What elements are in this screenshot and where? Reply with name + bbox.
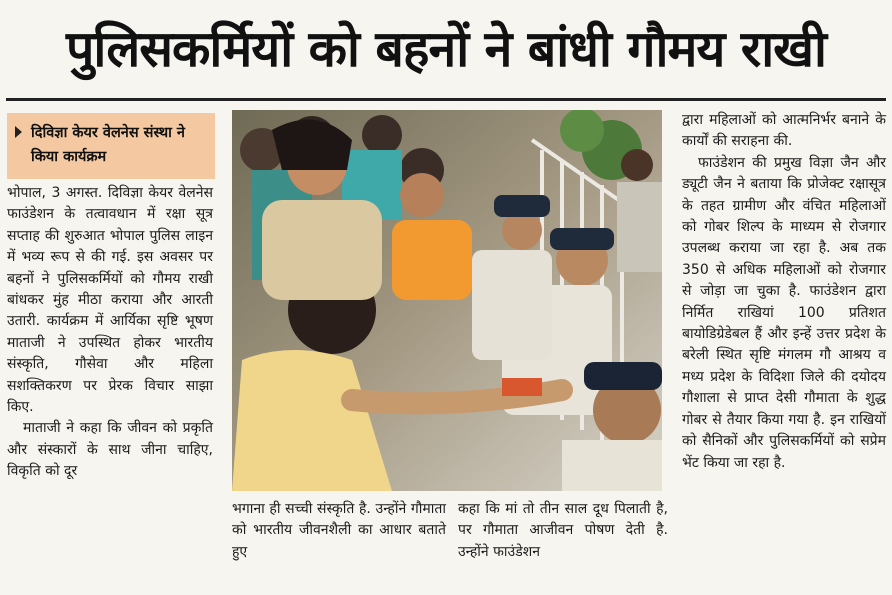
news-photo — [232, 110, 662, 491]
column-4 — [682, 110, 886, 474]
column-1 — [7, 183, 213, 483]
kicker-box — [7, 113, 215, 179]
headline-rule — [6, 98, 886, 101]
kicker-text: दिविज्ञा केयर वेलनेस संस्था ने किया कार्यक्रम — [31, 125, 185, 165]
col2-paragraph: भगाना ही सच्ची संस्कृति है. उन्होंने गौमाता को भारतीय जीवनशैली का आधार बताते हुए — [232, 501, 446, 560]
rakhi-ceremony-photo-icon — [232, 110, 662, 491]
headline: पुलिसकर्मियों को बहनों ने बांधी गौमय राखी — [65, 20, 827, 78]
col4-paragraph-2: फाउंडेशन की प्रमुख विज्ञा जैन और ड्यूटी जैन ने बताया कि प्रोजेक्ट रक्षासूत्र के तहत ग्रामीण और वंचित महिलाओं को गोबर शिल्प के माध्यम से रोजगार उपलब्ध कराया जा रहा है. अब तक 350 से अधिक महिलाओं को रोजगार से जोड़ा जा चुका है. फाउंडेशन द्वारा निर्मित राखियां 100 प्रतिशत बायोडिग्रेडेबल हैं और इन्हें उत्तर प्रदेश के बरेली स्थित सृष्टि मंगलम गौ आश्रय व मध्य प्रदेश के विदिशा जिले की दयोदय गौशाला से प्राप्त देसी गौमाता के शुद्ध गोबर से तैयार किया गया है. इन राखियों को सैनिकों और पुलिसकर्मियों को सप्रेम भेंट किया जा रहा है. — [682, 154, 886, 471]
triangle-bullet-icon — [15, 126, 22, 138]
col4-paragraph-1: द्वारा महिलाओं को आत्मनिर्भर बनाने के कार्यों की सराहना की. — [682, 112, 886, 150]
col1-paragraph-1: भोपाल, 3 अगस्त. दिविज्ञा केयर वेलनेस फाउंडेशन के तत्वावधान में रक्षा सूत्र सप्ताह की शुरुआत भोपाल पुलिस लाइन में भव्य रूप से की गई. इस अवसर पर बहनों ने पुलिसकर्मियों को गौमय राखी बांधकर मुंह मीठा कराया और आरती उतारी. कार्यक्रम में आर्यिका सृष्टि भूषण माताजी ने उपस्थित होकर भारतीय संस्कृति, गौसेवा और महिला सशक्तिकरण पर प्रेरक विचार साझा किए. — [7, 185, 213, 416]
col1-paragraph-2: माताजी ने कहा कि जीवन को प्रकृति और संस्कारों के साथ जीना चाहिए, विकृति को दूर — [7, 420, 213, 480]
column-3 — [458, 499, 668, 563]
col3-paragraph: कहा कि मां तो तीन साल दूध पिलाती है, पर गौमाता आजीवन पोषण देती है. उन्होंने फाउंडेशन — [458, 501, 668, 560]
column-2 — [232, 499, 446, 563]
